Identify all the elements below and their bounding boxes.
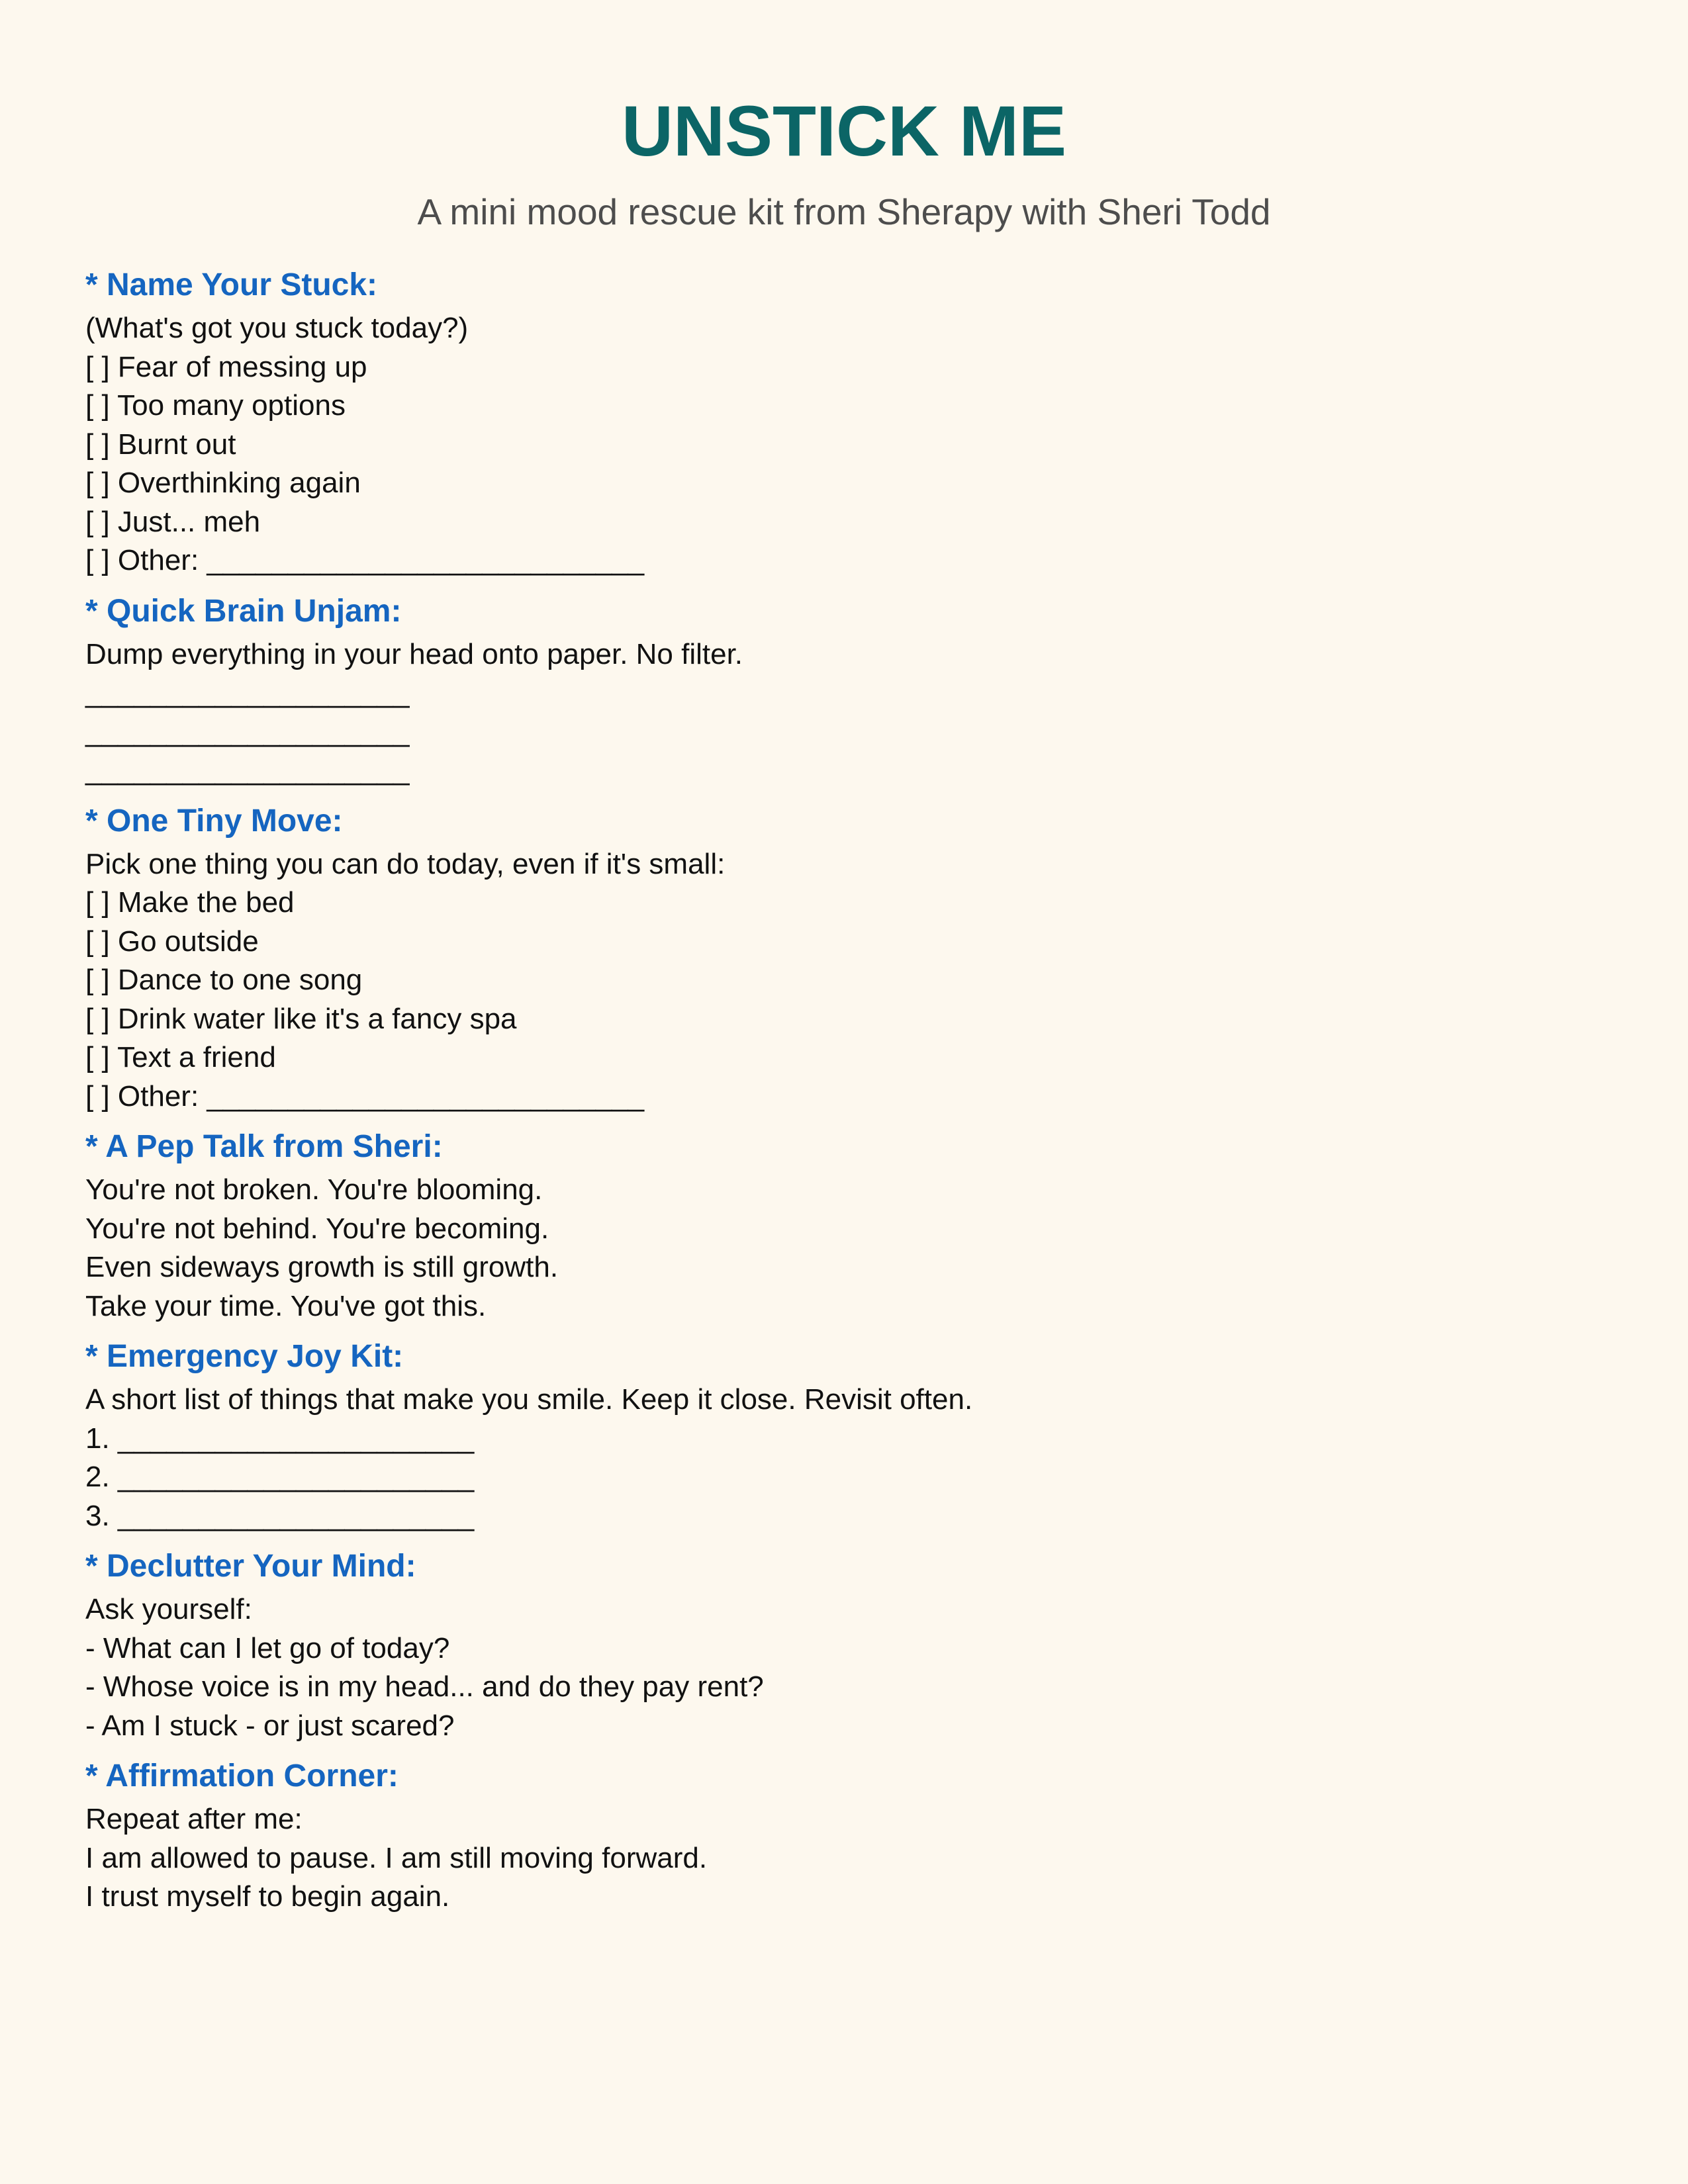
section-declutter-your-mind bbox=[85, 1543, 1601, 1745]
section-heading: * Declutter Your Mind: bbox=[85, 1549, 416, 1584]
section-emergency-joy-kit bbox=[85, 1333, 1601, 1535]
blank-line: ____________________ bbox=[85, 715, 410, 748]
checklist-item-other: [ ] Other: ___________________________ bbox=[85, 1079, 645, 1113]
section-intro: A short list of things that make you smile. Keep it close. Revisit often. bbox=[85, 1383, 973, 1416]
checklist-item: [ ] Make the bed bbox=[85, 886, 295, 919]
section-one-tiny-move bbox=[85, 797, 1601, 1116]
question-item: - What can I let go of today? bbox=[85, 1631, 450, 1664]
checklist-item: [ ] Text a friend bbox=[85, 1041, 276, 1073]
affirmation-line: I am allowed to pause. I am still moving forward. bbox=[85, 1841, 708, 1874]
checklist-item-other: [ ] Other: ___________________________ bbox=[85, 544, 645, 576]
pep-talk-line: You're not broken. You're blooming. bbox=[85, 1173, 543, 1206]
checklist-item: [ ] Too many options bbox=[85, 389, 346, 422]
section-intro: Dump everything in your head onto paper. No filter. bbox=[85, 637, 743, 670]
blank-line: ____________________ bbox=[85, 754, 410, 786]
numbered-blank: 3. ______________________ bbox=[85, 1499, 475, 1532]
section-intro: Ask yourself: bbox=[85, 1593, 252, 1625]
checklist-item: [ ] Go outside bbox=[85, 925, 259, 958]
section-heading: * Affirmation Corner: bbox=[85, 1758, 399, 1794]
pep-talk-line: Even sideways growth is still growth. bbox=[85, 1251, 559, 1283]
checklist-item: [ ] Dance to one song bbox=[85, 964, 363, 996]
numbered-blank: 2. ______________________ bbox=[85, 1461, 475, 1493]
question-item: - Am I stuck - or just scared? bbox=[85, 1709, 455, 1742]
section-quick-brain-unjam bbox=[85, 588, 1601, 790]
section-intro: Repeat after me: bbox=[85, 1803, 303, 1835]
checklist-item: [ ] Fear of messing up bbox=[85, 350, 367, 383]
section-pep-talk bbox=[85, 1123, 1601, 1326]
section-heading: * Name Your Stuck: bbox=[85, 267, 378, 302]
section-heading: * A Pep Talk from Sheri: bbox=[85, 1129, 443, 1164]
checklist-item: [ ] Overthinking again bbox=[85, 467, 361, 499]
affirmation-line: I trust myself to begin again. bbox=[85, 1880, 450, 1913]
checklist-item: [ ] Drink water like it's a fancy spa bbox=[85, 1002, 517, 1035]
checklist-item: [ ] Burnt out bbox=[85, 428, 236, 461]
page-title: UNSTICK ME bbox=[622, 91, 1066, 171]
section-affirmation-corner bbox=[85, 1752, 1601, 1917]
numbered-blank: 1. ______________________ bbox=[85, 1422, 475, 1455]
blank-line: ____________________ bbox=[85, 676, 410, 709]
section-heading: * One Tiny Move: bbox=[85, 803, 343, 839]
section-name-your-stuck bbox=[85, 261, 1601, 580]
checklist-item: [ ] Just... meh bbox=[85, 505, 261, 538]
document-body bbox=[85, 261, 1601, 1924]
pep-talk-line: You're not behind. You're becoming. bbox=[85, 1212, 549, 1245]
section-heading: * Emergency Joy Kit: bbox=[85, 1339, 404, 1374]
page-subtitle: A mini mood rescue kit from Sherapy with Sheri Todd bbox=[417, 191, 1271, 232]
section-intro: Pick one thing you can do today, even if it's small: bbox=[85, 847, 726, 880]
pep-talk-line: Take your time. You've got this. bbox=[85, 1289, 487, 1322]
section-intro: (What's got you stuck today?) bbox=[85, 312, 469, 344]
question-item: - Whose voice is in my head... and do they pay rent? bbox=[85, 1670, 764, 1703]
section-heading: * Quick Brain Unjam: bbox=[85, 593, 402, 629]
